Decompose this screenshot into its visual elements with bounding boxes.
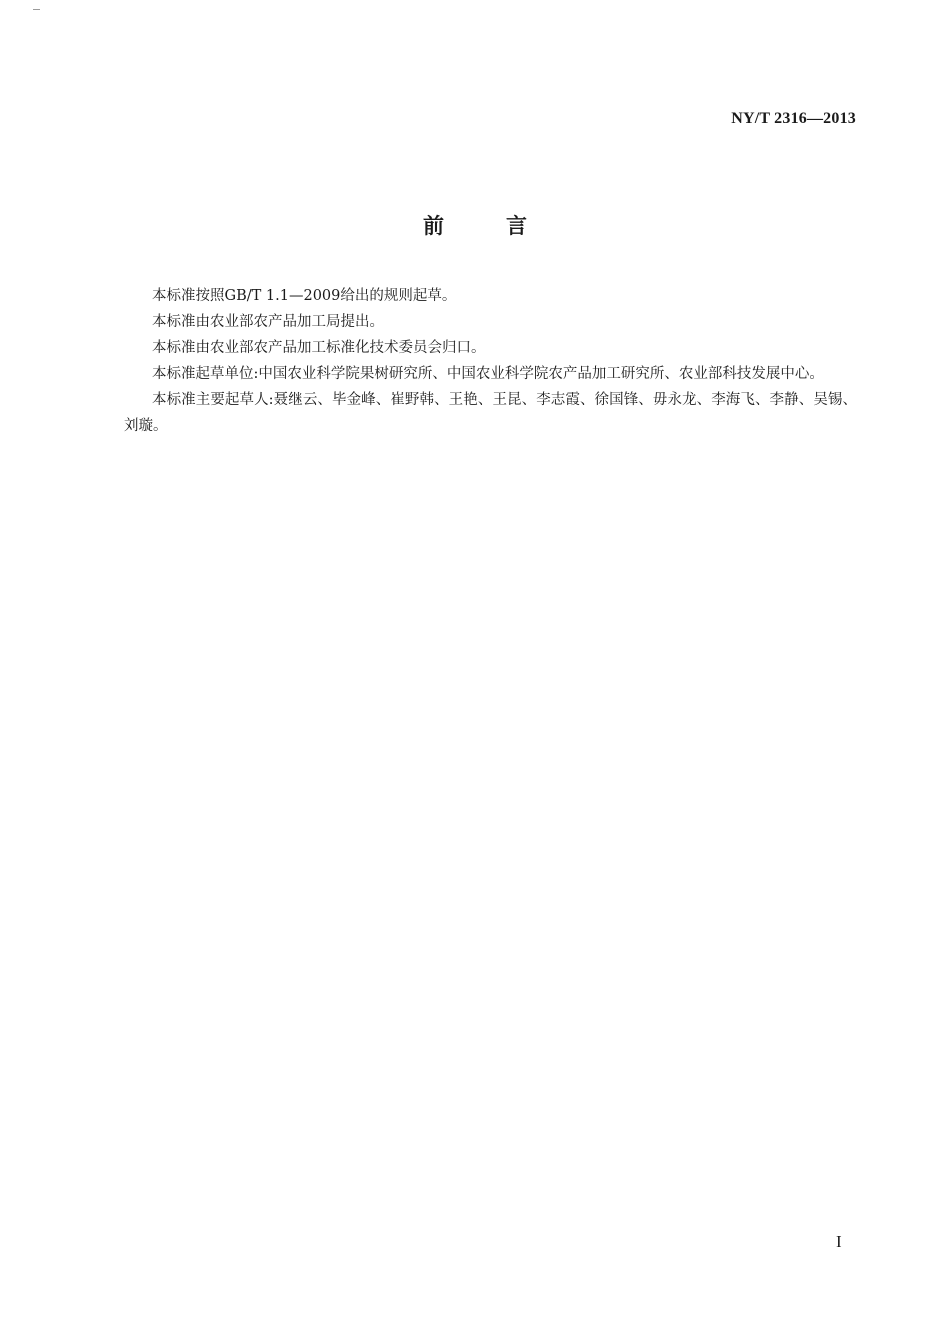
paragraph-committee: 本标准由农业部农产品加工标准化技术委员会归口。 — [152, 340, 486, 356]
paragraph-drafting-rules: 本标准按照GB/T 1.1—2009给出的规则起草。 — [152, 288, 457, 304]
foreword-body — [124, 283, 857, 439]
page-number: I — [836, 1232, 842, 1251]
standard-number: NY/T 2316—2013 — [731, 110, 856, 127]
scan-mark — [33, 9, 40, 10]
paragraph-drafters: 本标准主要起草人:聂继云、毕金峰、崔野韩、王艳、王昆、李志霞、徐国锋、毋永龙、李海飞、李静、吴锡、刘璇。 — [124, 392, 857, 434]
paragraph-proposer: 本标准由农业部农产品加工局提出。 — [152, 314, 384, 330]
paragraph-drafting-units: 本标准起草单位:中国农业科学院果树研究所、中国农业科学院农产品加工研究所、农业部科技发展中心。 — [152, 366, 824, 382]
page-title: 前言 — [423, 214, 589, 238]
